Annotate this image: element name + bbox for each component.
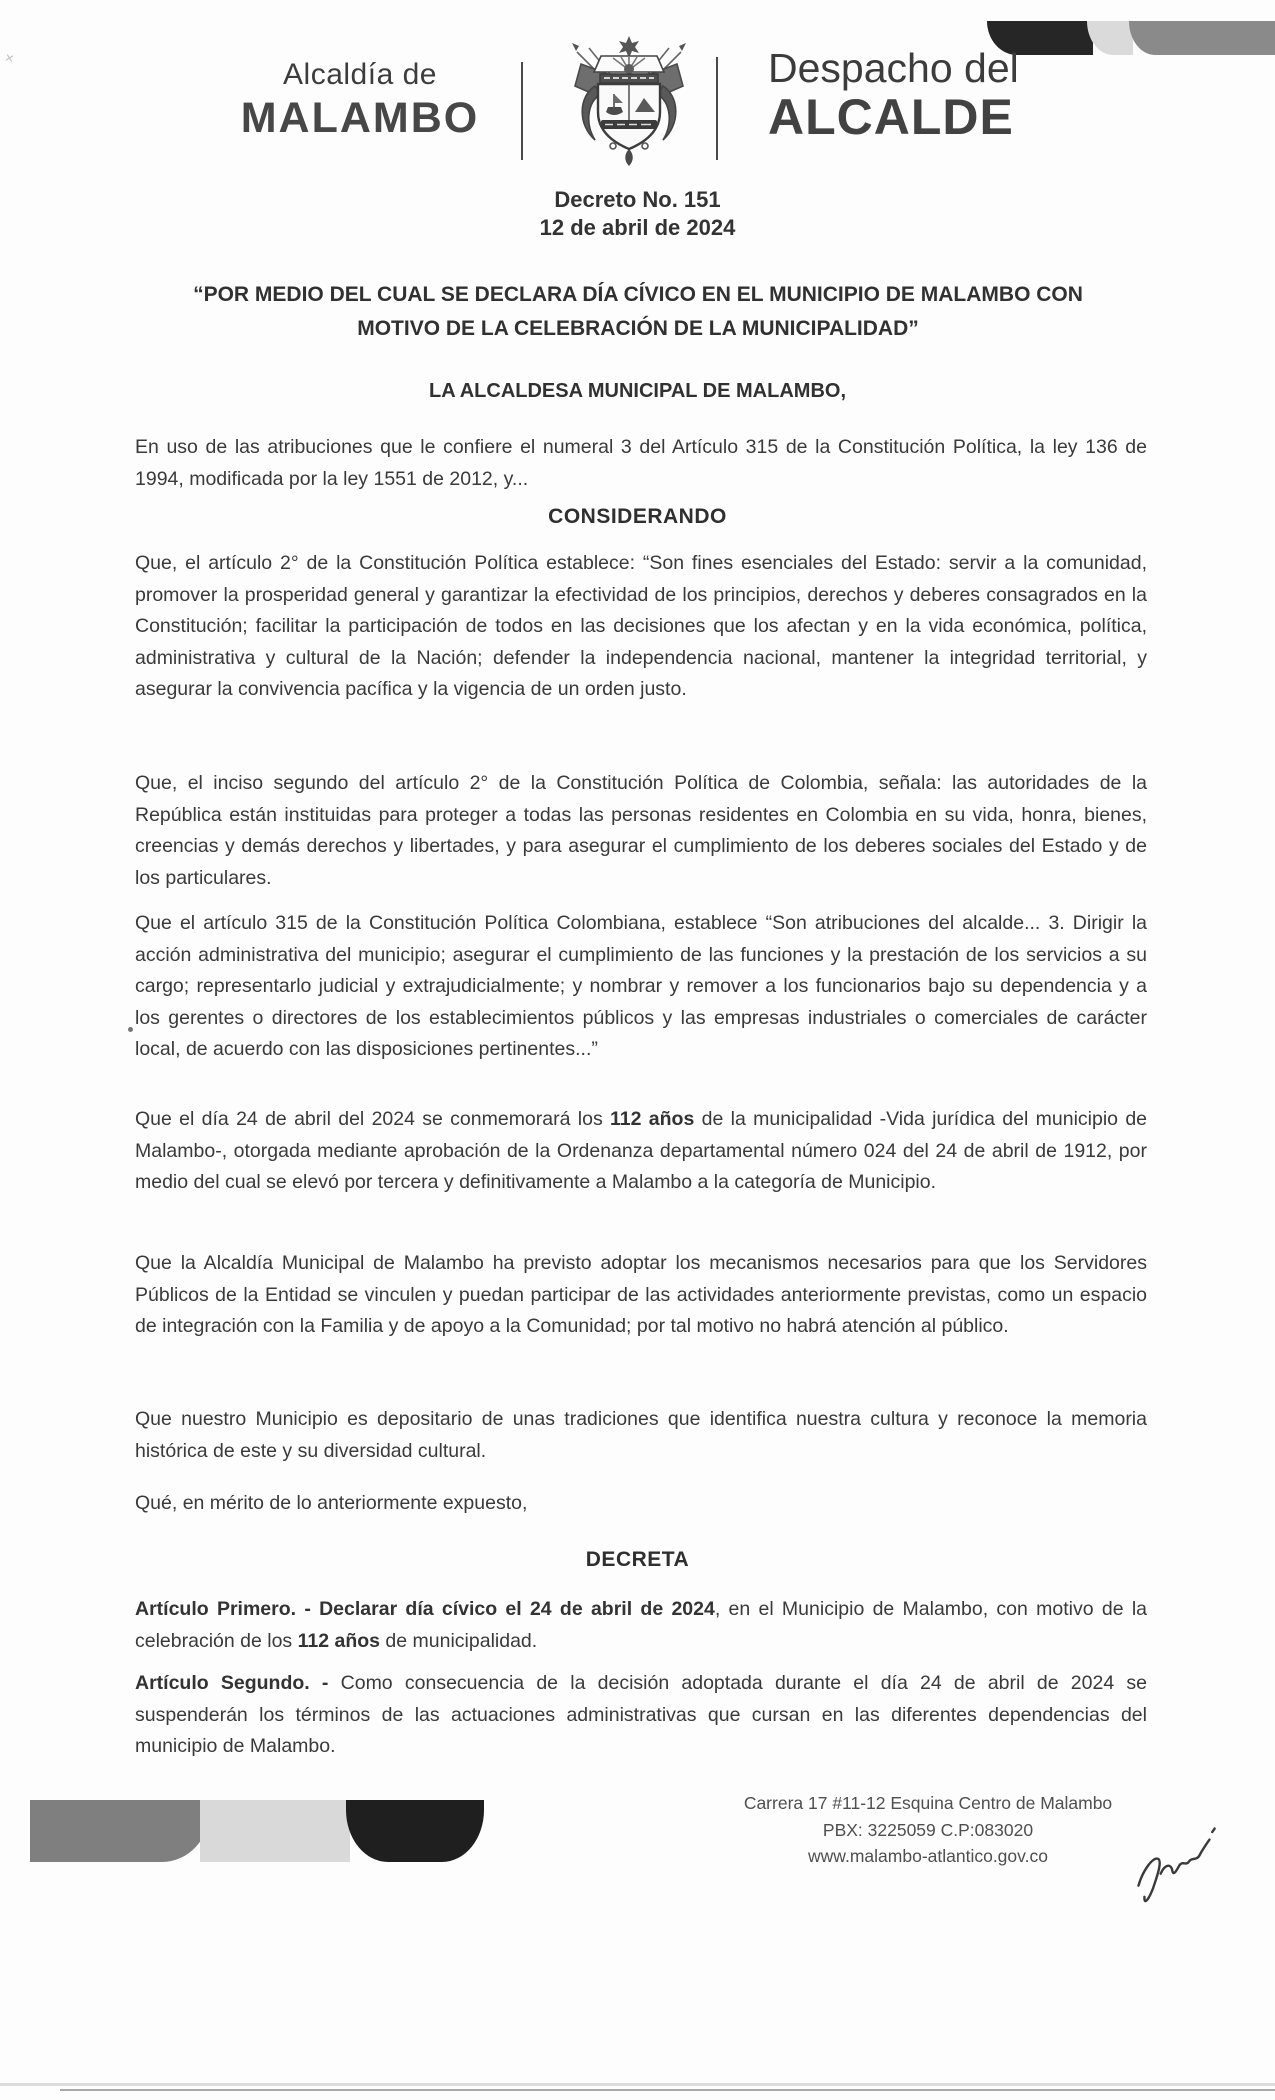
brand-top-label: Alcaldía de	[283, 58, 437, 91]
scan-artifact: ×	[3, 49, 16, 68]
article-text: de municipalidad.	[380, 1629, 538, 1652]
paragraph: Que, el artículo 2° de la Constitución Política establece: “Son fines esenciales del Estado: servir a la comunidad, promover la prosperidad general y garantizar la efectividad de los principios, derechos y deberes consagrados en la Constitución; facilitar la participación de todos en las decisiones que los afectan y en la vida económica, política, administrativa y cultural de la Nación; defender la independencia nacional, mantener la integridad territorial, y asegurar la convivencia pacífica y la vigencia de un orden justo.	[135, 552, 1147, 700]
article-text: Como consecuencia de la decisión adoptada durante el día 24 de abril de 2024 se suspenderán los términos de las actuaciones administrativas que cursan en las diferentes dependencias del municipio de Malambo.	[135, 1672, 1147, 1757]
highlight-112-anos: 112 años	[297, 1629, 380, 1652]
bar-gray	[30, 1800, 210, 1862]
paragraph: Que nuestro Municipio es depositario de unas tradiciones que identifica nuestra cultura y reconoce la memoria histórica de este y su diversidad cultural.	[135, 1408, 1147, 1462]
brand-name-label: MALAMBO	[240, 94, 480, 142]
scan-edge-line	[0, 2083, 1275, 2086]
header-divider-right	[716, 57, 718, 160]
footer-address: Carrera 17 #11-12 Esquina Centro de Malambo	[743, 1793, 1113, 1813]
highlight-112-anos: 112 años	[610, 1108, 695, 1130]
decree-heading	[0, 186, 1275, 242]
paragraph-text: Que el día 24 de abril del 2024 se conmemorará los	[135, 1108, 611, 1130]
decree-number: Decreto No. 151	[554, 187, 721, 212]
paragraph: Que la Alcaldía Municipal de Malambo ha previsto adoptar los mecanismos necesarios para que los Servidores Públicos de la Entidad se vinculen y puedan participar de las actividades anteriormente previstas, como un espacio de integración con la Familia y de apoyo a la Comunidad; por tal motivo no habrá atención al público.	[135, 1252, 1147, 1337]
scan-speck	[128, 1027, 133, 1032]
bar-light	[1087, 21, 1133, 55]
office-block	[768, 46, 1019, 144]
document-title: “POR MEDIO DEL CUAL SE DECLARA DÍA CÍVICO EN EL MUNICIPIO DE MALAMBO CON MOTIVO DE LA CELEBRACIÓN DE LA MUNICIPALIDAD”	[193, 283, 1083, 340]
office-line2: ALCALDE	[768, 89, 1014, 146]
decreta-heading: DECRETA	[585, 1548, 690, 1571]
decree-date: 12 de abril de 2024	[539, 215, 736, 240]
paragraph	[135, 1104, 1147, 1199]
footer-contact	[668, 1790, 1188, 1870]
article-primero	[135, 1594, 1147, 1657]
intro-paragraph: En uso de las atribuciones que le confiere el numeral 3 del Artículo 315 de la Constitución Política, la ley 136 de 1994, modificada por la ley 1551 de 2012, y...	[135, 436, 1147, 490]
bar-light	[200, 1800, 350, 1862]
office-line1: Despacho del	[768, 45, 1019, 91]
paragraph-text: de la municipalidad -Vida jurídica del municipio de Malambo-, otorgada mediante aprobación de la Ordenanza departamental número 024 del 24 de abril de 1912, por medio del cual se elevó por tercera y definitivamente a Malambo a la categoría de Municipio.	[135, 1108, 1148, 1193]
considerando-heading: CONSIDERANDO	[548, 505, 727, 528]
corner-decoration-bottom-left	[30, 1800, 484, 1862]
article-segundo	[135, 1668, 1147, 1763]
article-text: , en el Municipio de Malambo, con motivo de la celebración de los	[135, 1598, 1147, 1652]
signature-scribble	[1122, 1826, 1240, 1910]
malambo-coat-of-arms-icon	[543, 34, 715, 168]
bar-gray	[1129, 21, 1275, 55]
footer-website: www.malambo-atlantico.gov.co	[808, 1846, 1048, 1866]
merit-line: Qué, en mérito de lo anteriormente expuesto,	[135, 1492, 528, 1514]
footer-phone: PBX: 3225059 C.P:083020	[822, 1819, 1034, 1840]
corner-decoration-top-right	[987, 21, 1275, 55]
article-label: Artículo Primero. - Declarar día cívico el 24 de abril de 2024	[135, 1598, 715, 1620]
paragraph: Que el artículo 315 de la Constitución Política Colombiana, establece “Son atribuciones del alcalde... 3. Dirigir la acción administrativa del municipio; asegurar el cumplimiento de las funciones y la prestación de los servicios a su cargo; representarlo judicial y extrajudicialmente; y nombrar y remover a los funcionarios bajo su dependencia y a los gerentes o directores de los establecimientos públicos y las empresas industriales o comerciales de carácter local, de acuerdo con las disposiciones pertinentes...”	[135, 912, 1147, 1060]
paragraph: Que, el inciso segundo del artículo 2° de la Constitución Política de Colombia, señala: las autoridades de la República están instituidas para proteger a todas las personas residentes en Colombia en su vida, honra, bienes, creencias y demás derechos y libertades, y para asegurar el cumplimiento de los deberes sociales del Estado y de los particulares.	[135, 772, 1147, 889]
scan-edge-line-dark	[60, 2089, 1275, 2091]
header-divider-left	[521, 62, 523, 160]
bar-dark	[346, 1800, 484, 1862]
article-label: Artículo Segundo. -	[135, 1672, 341, 1694]
brand-block	[175, 58, 545, 143]
issuer-line: LA ALCALDESA MUNICIPAL DE MALAMBO,	[428, 380, 846, 402]
